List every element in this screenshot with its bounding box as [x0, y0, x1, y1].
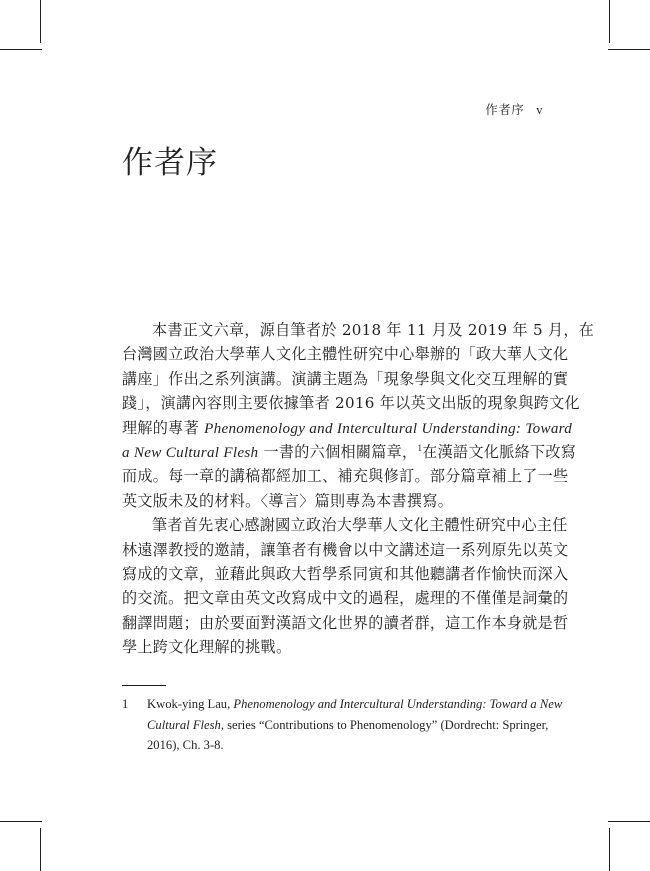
page-number: v — [536, 103, 543, 117]
text-span: 理解的專著 — [122, 418, 205, 437]
crop-mark-top-right — [609, 0, 610, 43]
running-head-title: 作者序 — [485, 102, 525, 117]
text-span: , series “Contributions to Phenomenology” (Dordrecht: Springer, — [220, 717, 549, 732]
footnote-line — [122, 715, 549, 736]
chapter-title: 作者序 — [122, 145, 218, 181]
text-span: 在漢語文化脈絡下改寫 — [422, 442, 577, 461]
paragraph-2-line: 筆者首先衷心感謝國立政治大學華人文化主體性研究中心主任 — [152, 516, 568, 535]
crop-mark-bottom-left — [40, 828, 41, 871]
crop-mark-bottom-right — [608, 821, 650, 822]
body-text — [122, 318, 595, 659]
footnote-reference[interactable]: 1 — [417, 442, 423, 453]
footnote-line: 2016), Ch. 3-8. — [147, 738, 224, 752]
paragraph-2-line: 寫成的文章，並藉此與政大哲學系同寅和其他聽講者作愉快而深入 — [122, 564, 569, 583]
book-title-italic: Phenomenology and Intercultural Understanding: Toward a New — [233, 697, 563, 711]
text-span: Kwok-ying Lau, — [147, 697, 234, 711]
footnote-rule — [122, 685, 166, 686]
book-title-italic: a New Cultural Flesh — [122, 444, 259, 461]
crop-mark-top-left — [40, 0, 41, 43]
book-title-italic: Cultural Flesh — [147, 717, 221, 732]
crop-mark-top-right — [608, 49, 650, 50]
footnote-number: 1 — [122, 697, 129, 711]
book-title-italic: Phenomenology and Intercultural Understanding: Toward — [204, 420, 573, 437]
paragraph-1-line: 講座」作出之系列演講。演講主題為「現象學與文化交互理解的實 — [122, 369, 569, 388]
paragraph-1-line — [122, 416, 573, 440]
paragraph-2-line: 學上跨文化理解的挑戰。 — [122, 638, 292, 657]
paragraph-1-line — [122, 440, 577, 464]
paragraph-2-line: 的交流。把文章由英文改寫成中文的過程，處理的不僅僅是詞彙的 — [122, 589, 569, 608]
paragraph-1-line: 英文版未及的材料。〈導言〉篇則專為本書撰寫。 — [122, 491, 454, 510]
crop-mark-top-left — [0, 49, 42, 50]
footnote-line — [122, 694, 563, 715]
text-span: 一書的六個相關篇章， — [258, 442, 418, 461]
paragraph-2-line: 林遠澤教授的邀請，讓筆者有機會以中文講述這一系列原先以英文 — [122, 540, 569, 559]
paragraph-1-line: 踐」，演講內容則主要依據筆者 2016 年以英文出版的現象與跨文化 — [122, 394, 580, 413]
paragraph-2-line: 翻譯問題；由於要面對漢語文化世界的讀者群，這工作本身就是哲 — [122, 613, 569, 632]
paragraph-1-line: 本書正文六章，源自筆者於 2018 年 11 月及 2019 年 5 月，在 — [152, 321, 595, 339]
paragraph-1-line: 台灣國立政治大學華人文化主體性研究中心舉辦的「政大華人文化 — [122, 345, 569, 364]
paragraph-1-line: 而成。每一章的講稿都經加工、補充與修訂。部分篇章補上了一些 — [122, 467, 569, 486]
crop-mark-bottom-right — [609, 828, 610, 871]
crop-mark-bottom-left — [0, 821, 42, 822]
footnote — [122, 694, 563, 756]
running-head — [485, 100, 543, 118]
